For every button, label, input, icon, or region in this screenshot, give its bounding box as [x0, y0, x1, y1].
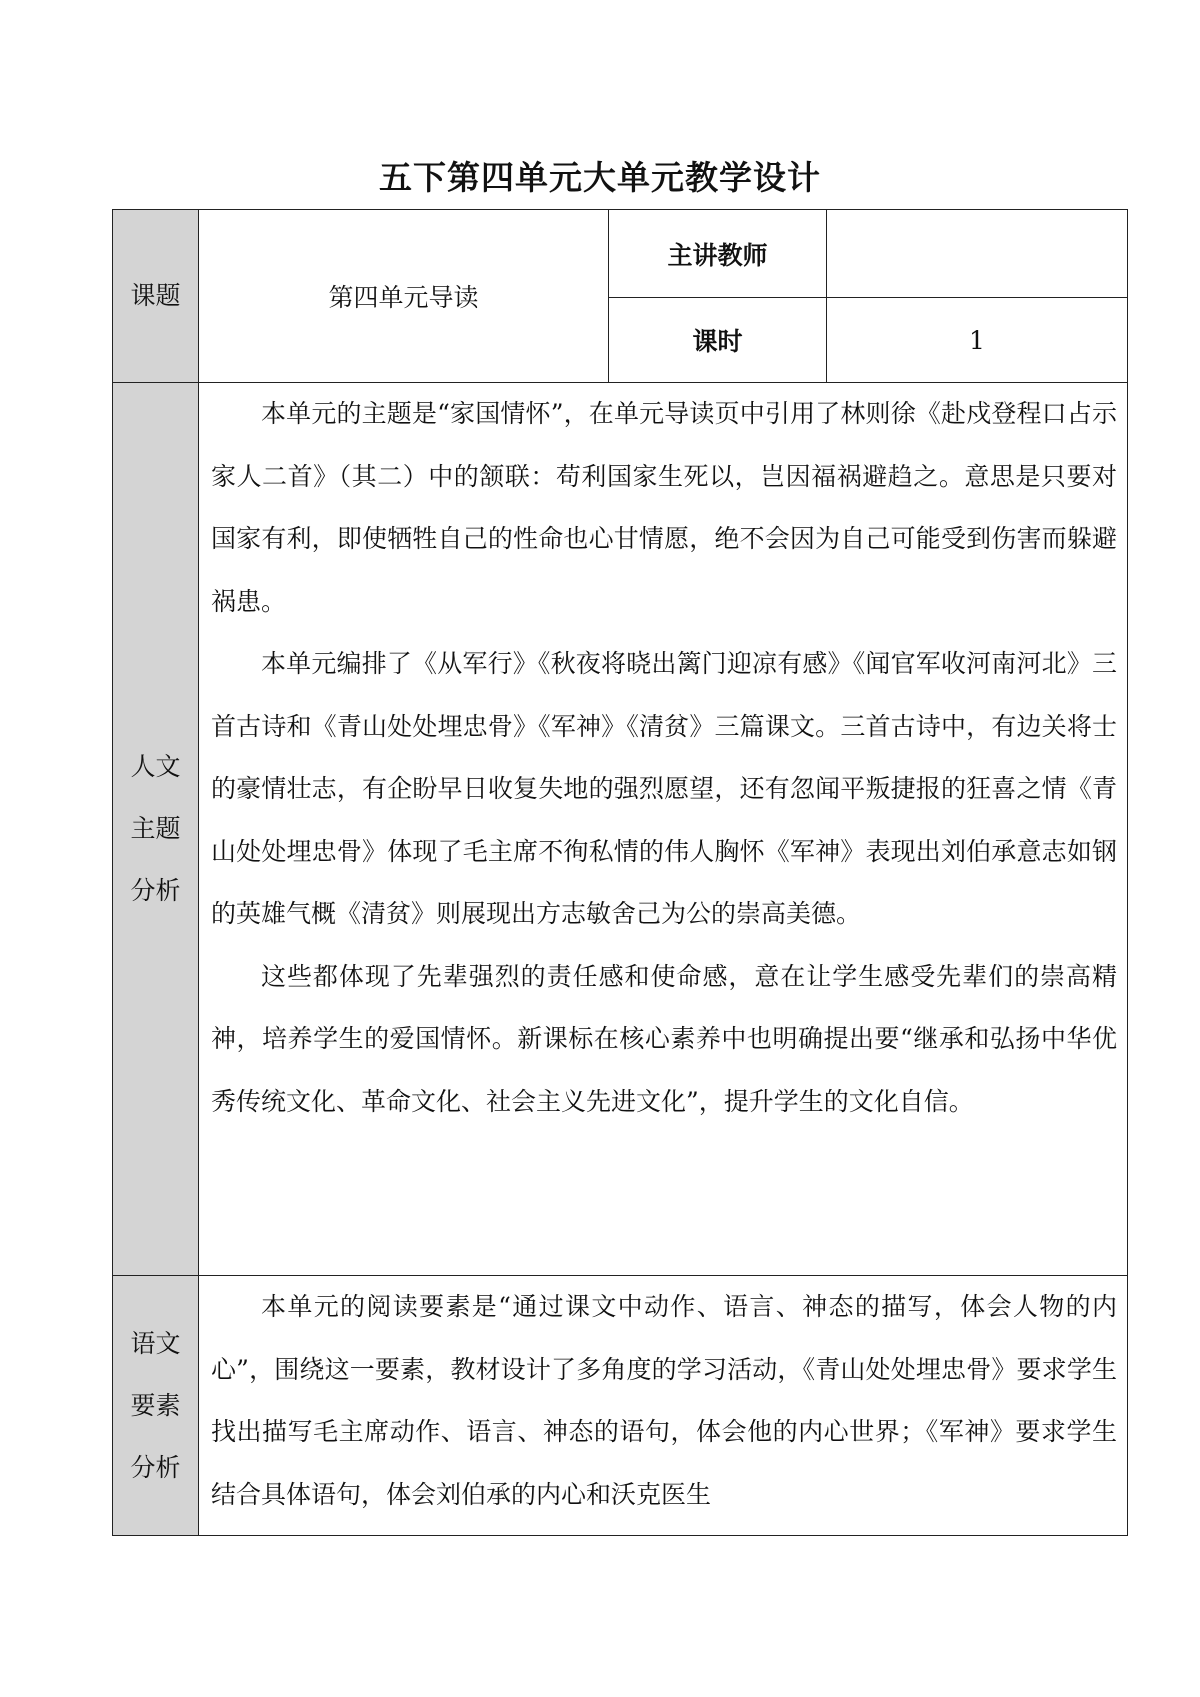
topic-label: 课题 [130, 281, 181, 310]
topic-row [113, 210, 1128, 298]
paragraph: 本单元的主题是“家国情怀”，在单元导读页中引用了林则徐《赴戍登程口占示家人二首》（其二）中的颔联：苟利国家生死以，岂因福祸避趋之。意思是只要对国家有利，即使牺牲自己的性命也心甘情愿，绝不会因为自己可能受到伤害而躲避祸患。 [211, 399, 1117, 616]
language-element-label-cell [113, 1276, 199, 1536]
period-value-cell [827, 298, 1128, 383]
topic-label-cell [113, 210, 199, 383]
paragraph: 这些都体现了先辈强烈的责任感和使命感，意在让学生感受先辈们的崇高精神，培养学生的爱国情怀。新课标在核心素养中也明确提出要“继承和弘扬中华优秀传统文化、革命文化、社会主义先进文化”，提升学生的文化自信。 [211, 961, 1117, 1116]
section-label-line: 主题 [130, 814, 181, 843]
section-label-line: 语文 [130, 1328, 181, 1358]
language-element-row [113, 1276, 1128, 1536]
humanities-theme-label-cell [113, 383, 199, 1276]
section-label-line: 人文 [130, 752, 181, 781]
topic-value-cell [199, 210, 609, 383]
period-value: 1 [969, 325, 985, 355]
paragraph: 本单元编排了《从军行》《秋夜将晓出篱门迎凉有感》《闻官军收河南河北》三首古诗和《青山处处埋忠骨》《军神》《清贫》三篇课文。三首古诗中，有边关将士的豪情壮志，有企盼早日收复失地的强烈愿望，还有忽闻平叛捷报的狂喜之情《青山处处埋忠骨》体现了毛主席不徇私情的伟人胸怀《军神》表现出刘伯承意志如钢的英雄气概《清贫》则展现出方志敏舍己为公的崇高美德。 [211, 649, 1117, 928]
teacher-label: 主讲教师 [667, 240, 768, 270]
period-label-cell [609, 298, 827, 383]
teacher-label-cell [609, 210, 827, 298]
section-label-line: 分析 [130, 876, 181, 905]
section-label-line: 要素 [130, 1390, 181, 1420]
section-label-line: 分析 [130, 1452, 181, 1482]
language-element-content [199, 1276, 1128, 1536]
topic-value: 第四单元导读 [328, 283, 479, 312]
lesson-plan-table [112, 209, 1128, 1536]
paragraph: 本单元的阅读要素是“通过课文中动作、语言、神态的描写，体会人物的内心”，围绕这一要素，教材设计了多角度的学习活动，《青山处处埋忠骨》要求学生找出描写毛主席动作、语言、神态的语句，体会他的内心世界；《军神》要求学生结合具体语句，体会刘伯承的内心和沃克医生 [211, 1292, 1117, 1509]
humanities-theme-content [199, 383, 1128, 1276]
document-title: 五下第四单元大单元教学设计 [379, 158, 821, 197]
teacher-value-cell [827, 210, 1128, 298]
humanities-theme-row [113, 383, 1128, 1276]
period-label: 课时 [692, 327, 743, 356]
